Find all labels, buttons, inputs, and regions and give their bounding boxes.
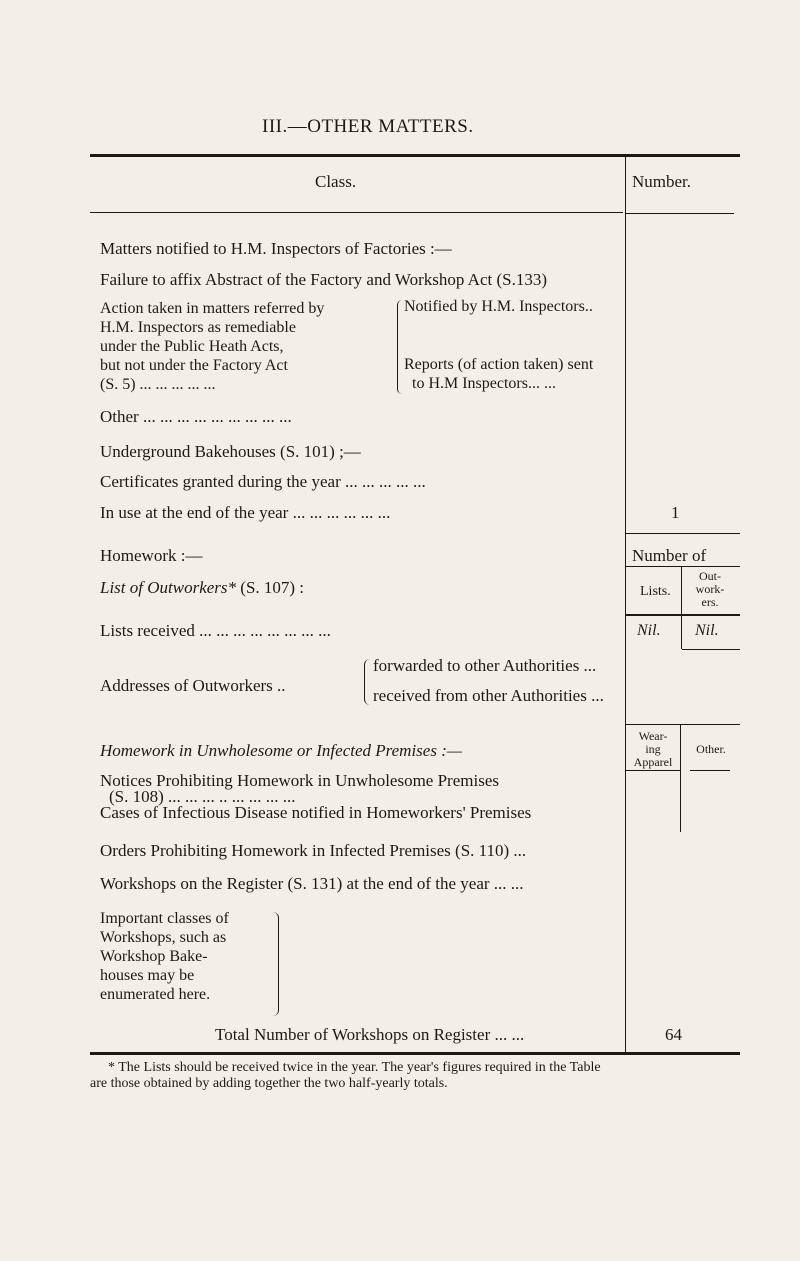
header-rule-number [626, 213, 734, 214]
notices-prohibiting-row-line2: (S. 108) ... ... ... .. ... ... ... ... [109, 787, 296, 806]
other-column-header: Other. [696, 742, 726, 756]
cases-infectious-row: Cases of Infectious Disease notified in Homeworkers' Premises [100, 803, 532, 822]
page-title: III.—OTHER MATTERS. [262, 116, 474, 137]
addresses-brace [364, 659, 371, 705]
total-workshops-value: 64 [665, 1025, 682, 1044]
lists-header-rule [626, 614, 740, 616]
number-column-header: Number. [632, 172, 692, 191]
addresses-label: Addresses of Outworkers .. [100, 676, 286, 695]
failure-to-affix-row: Failure to affix Abstract of the Factory and Workshop Act (S.133) [100, 270, 548, 289]
lists-column-header: Lists. [640, 584, 671, 599]
other-row: Other ... ... ... ... ... ... ... ... ... [100, 407, 292, 426]
wearing-header-rule [626, 770, 680, 771]
wearing-apparel-column-header: Wear- ing Apparel [633, 729, 673, 769]
list-of-outworkers-label: List of Outworkers* (S. 107) : [100, 578, 305, 597]
in-use-row: In use at the end of the year ... ... ... ... ... ... [100, 503, 391, 522]
unwholesome-heading: Homework in Unwholesome or Infected Premises :— [100, 741, 462, 760]
number-of-header: Number of [632, 546, 707, 565]
footnote-line2: are those obtained by adding together the two half-yearly totals. [90, 1076, 448, 1091]
wearing-other-divider [680, 724, 681, 832]
notified-row: Notified by H.M. Inspectors.. [404, 298, 593, 315]
in-use-value: 1 [671, 503, 680, 522]
lists-received-row: Lists received ... ... ... ... ... ... ... ... [100, 621, 331, 640]
important-classes-brace [272, 912, 279, 1016]
top-rule [90, 154, 740, 157]
outworkers-column-header: Out- work- ers. [695, 569, 725, 609]
lists-received-value: Nil. [637, 622, 661, 639]
other-header-rule [690, 770, 730, 771]
reports-row-line2: to H.M Inspectors... ... [412, 375, 556, 392]
factories-heading: Matters notified to H.M. Inspectors of Factories :— [100, 239, 452, 258]
action-taken-label: Action taken in matters referred by H.M. Inspectors as remediable under the Public Heath Acts, but not under the Factory Act (S. 5) ... ... ... ... ... [100, 300, 325, 393]
bottom-rule [90, 1052, 740, 1055]
important-classes-label: Important classes of Workshops, such as Workshop Bake- houses may be enumerated here. [100, 910, 229, 1003]
lists-bottom-rule [682, 649, 740, 650]
header-rule-class [90, 212, 623, 213]
class-column-header: Class. [315, 172, 357, 191]
notices-prohibiting-row-line1: Notices Prohibiting Homework in Unwholesome Premises [100, 771, 499, 790]
footnote-line1: * The Lists should be received twice in the year. The year's figures required in the Table [108, 1060, 601, 1075]
wearing-top-rule [626, 724, 740, 725]
action-brace [397, 300, 404, 394]
homework-heading: Homework :— [100, 546, 203, 565]
workshops-register-row: Workshops on the Register (S. 131) at the end of the year ... ... [100, 874, 524, 893]
bakehouses-heading: Underground Bakehouses (S. 101) ;— [100, 442, 361, 461]
outworkers-value: Nil. [695, 622, 719, 639]
number-of-top-rule [626, 533, 740, 534]
number-of-rule [626, 566, 740, 567]
received-row: received from other Authorities ... [373, 686, 604, 705]
total-workshops-row: Total Number of Workshops on Register ... ... [215, 1025, 525, 1044]
orders-prohibiting-row: Orders Prohibiting Homework in Infected Premises (S. 110) ... [100, 841, 527, 860]
column-divider [625, 157, 626, 1055]
reports-row-line1: Reports (of action taken) sent [404, 356, 594, 373]
forwarded-row: forwarded to other Authorities ... [373, 656, 597, 675]
certificates-row: Certificates granted during the year ... ... ... ... ... [100, 472, 426, 491]
